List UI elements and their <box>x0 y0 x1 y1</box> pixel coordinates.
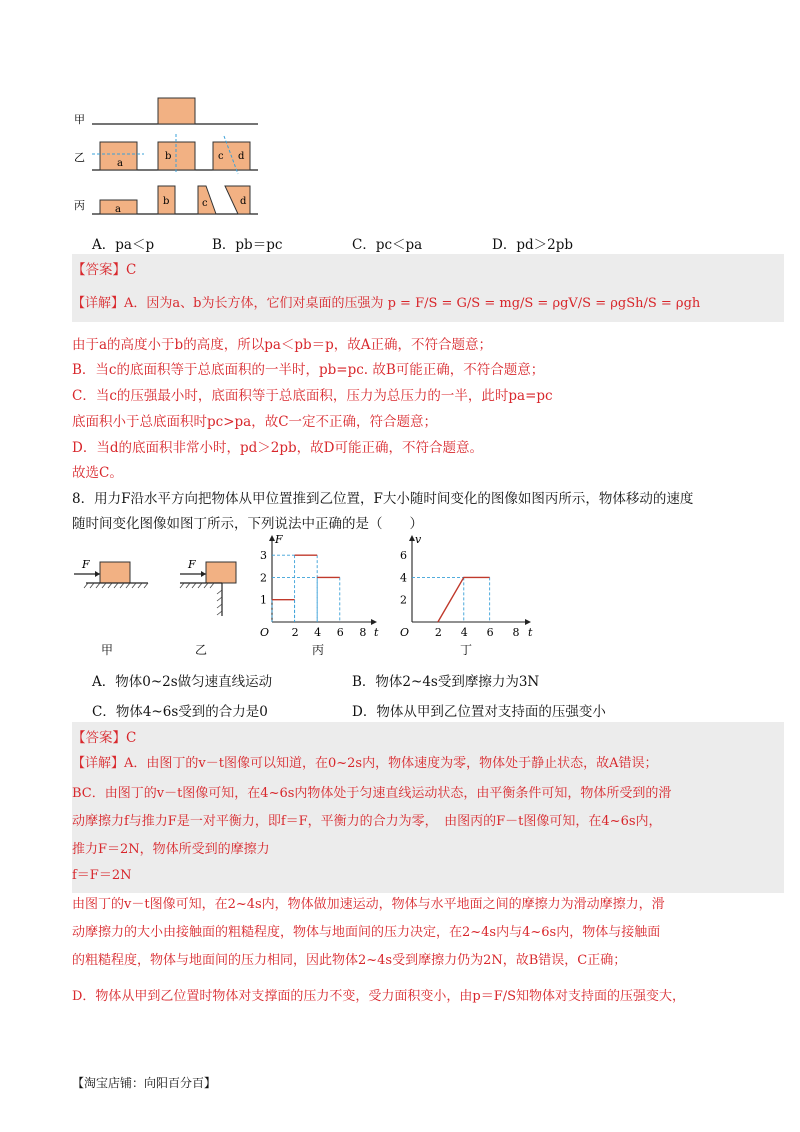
q8-option-a: A．物体0~2s做匀速直线运动 <box>92 674 273 690</box>
q8-answer: 【答案】C <box>72 730 137 746</box>
q8-stem-line-2: 随时间变化图像如图丁所示，下列说法中正确的是（ ） <box>72 516 423 532</box>
q8-detail-line-4: 推力F＝2N，物体所受到的摩擦力 <box>72 842 270 857</box>
q7-option-a: A．pa＜p <box>92 237 155 253</box>
x-tick-label: 2 <box>291 626 299 638</box>
q7-detail-line-1: 【详解】A．因为a、b为长方体，它们对桌面的压强为 p = F/S = G/S = mg/S = ρgV/S = ρgSh/S = ρgh <box>72 296 701 311</box>
label-d2: d <box>240 196 247 207</box>
velocity-time-chart <box>390 534 540 638</box>
q7-detail-line-6: D．当d的底面积非常小时，pd＞2pb，故D可能正确，不符合题意。 <box>72 440 483 456</box>
label-a: a <box>117 158 123 169</box>
label-b: b <box>165 151 172 162</box>
x-axis-label: t <box>374 626 379 638</box>
q8-detail-line-7: 动摩擦力的大小由接触面的粗糙程度，物体与地面间的压力决定，在2~4s内与4~6s内，物体与接触面 <box>72 925 661 940</box>
label-c2: c <box>202 198 208 209</box>
block-figure <box>72 92 272 222</box>
x-tick-label: 2 <box>434 626 442 638</box>
y-tick-label: 4 <box>400 571 407 585</box>
x-tick-label: O <box>400 626 410 638</box>
y-axis-label: F <box>275 534 283 546</box>
q7-answer-band <box>72 254 784 322</box>
y-tick-label: 2 <box>260 571 267 585</box>
q8-stem-line-1: 8．用力F沿水平方向把物体从甲位置推到乙位置，F大小随时间变化的图像如图丙所示，物体移动的速度 <box>72 491 694 507</box>
push-figure-yi <box>160 552 250 622</box>
y-tick-label: 1 <box>260 593 267 607</box>
caption-bing: 丙 <box>312 643 325 657</box>
x-tick-label: 8 <box>359 626 367 638</box>
y-tick-label: 6 <box>400 549 407 563</box>
q7-answer: 【答案】C <box>72 262 137 278</box>
footer-shop: 【淘宝店铺：向阳百分百】 <box>72 1076 217 1090</box>
q8-detail-line-5: f＝F＝2N <box>72 868 132 883</box>
x-tick-label: 4 <box>460 626 468 638</box>
label-b2: b <box>163 196 170 207</box>
q7-detail-line-4: C．当c的压强最小时，底面积等于总底面积，压力为总压力的一半，此时pa=pc <box>72 388 553 404</box>
q7-detail-line-3: B．当c的底面积等于总底面积的一半时，pb=pc. 故B可能正确，不符合题意； <box>72 362 545 378</box>
label-yi: 乙 <box>74 151 85 164</box>
q8-option-b: B．物体2~4s受到摩擦力为3N <box>352 674 540 690</box>
q7-detail-line-7: 故选C。 <box>72 465 123 481</box>
svg-text:F: F <box>188 558 196 571</box>
q7-detail-line-5: 底面积小于总底面积时pc>pa，故C一定不正确，符合题意； <box>72 414 438 430</box>
q7-option-b: B．pb＝pc <box>212 237 283 253</box>
q7-detail-line-2: 由于a的高度小于b的高度，所以pa＜pb＝p，故A正确，不符合题意； <box>72 337 493 353</box>
block-whole <box>158 98 195 124</box>
q8-detail-line-3: 动摩擦力f与推力F是一对平衡力，即f＝F，平衡力的合力为零， 由图丙的F－t图像可知，在4~6s内， <box>72 814 662 829</box>
caption-jia: 甲 <box>101 643 114 657</box>
svg-text:F: F <box>82 558 90 571</box>
q7-option-d: D．pd＞2pb <box>492 237 573 253</box>
x-tick-label: 8 <box>512 626 520 638</box>
label-c: c <box>218 151 224 162</box>
y-tick-label: 2 <box>400 593 407 607</box>
q8-detail-line-1: 【详解】A．由图丁的v－t图像可以知道，在0~2s内，物体速度为零，物体处于静止状态，故A错误； <box>72 756 658 771</box>
push-figure-jia <box>72 552 162 612</box>
x-tick-label: 6 <box>486 626 494 638</box>
label-jia: 甲 <box>74 113 85 126</box>
label-a2: a <box>115 204 121 215</box>
q8-detail-line-2: BC．由图丁的v－t图像可知，在4~6s内物体处于匀速直线运动状态，由平衡条件可知，物体所受到的滑 <box>72 786 672 801</box>
q8-option-c: C．物体4~6s受到的合力是0 <box>92 704 268 720</box>
q8-detail-line-8: 的粗糙程度，物体与地面间的压力相同，因此物体2~4s受到摩擦力仍为2N，故B错误，C正确； <box>72 953 627 968</box>
q8-option-d: D．物体从甲到乙位置对支持面的压强变小 <box>352 704 606 720</box>
q8-detail-line-6: 由图丁的v－t图像可知，在2~4s内，物体做加速运动，物体与水平地面之间的摩擦力为滑动摩擦力，滑 <box>72 897 665 912</box>
y-tick-label: 3 <box>260 549 267 563</box>
q8-detail-line-9: D．物体从甲到乙位置时物体对支撑面的压力不变，受力面积变小，由p＝F/S知物体对支持面的压强变大， <box>72 989 686 1004</box>
x-tick-label: 6 <box>336 626 344 638</box>
x-axis-arrow <box>371 619 377 625</box>
y-axis-label: v <box>415 534 422 546</box>
label-bing: 丙 <box>74 199 85 212</box>
x-axis-arrow <box>525 619 531 625</box>
caption-yi: 乙 <box>195 643 208 657</box>
x-tick-label: 4 <box>314 626 322 638</box>
q7-option-c: C．pc＜pa <box>352 237 423 253</box>
x-tick-label: O <box>260 626 270 638</box>
q8-answer-band <box>72 722 784 893</box>
force-time-chart <box>250 534 380 638</box>
label-d: d <box>238 151 245 162</box>
caption-ding: 丁 <box>460 643 473 657</box>
x-axis-label: t <box>528 626 533 638</box>
